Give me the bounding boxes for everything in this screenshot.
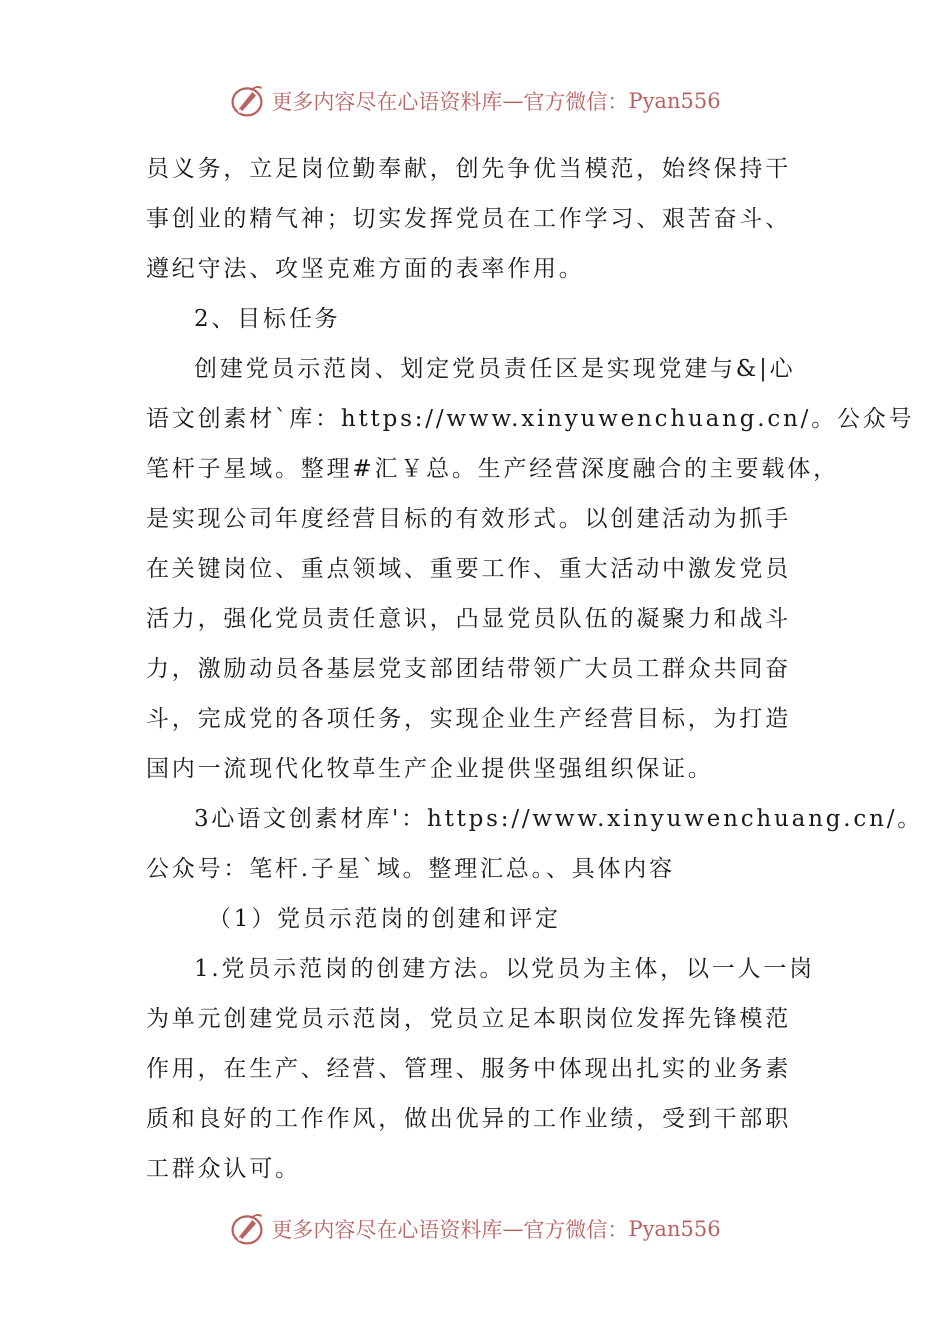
banner-dash: — bbox=[502, 1217, 524, 1241]
paragraph-line: 公众号：笔杆.子星`域。整理汇总。、具体内容 bbox=[146, 856, 675, 882]
section-heading: 2、目标任务 bbox=[194, 306, 341, 332]
paragraph-line: 工群众认可。 bbox=[146, 1156, 301, 1182]
paragraph-line: 在关键岗位、重点领域、重要工作、重大活动中激发党员 bbox=[146, 556, 791, 582]
paragraph-line: 语文创素材`库：https://www.xinyuwenchuang.cn/。公众号 bbox=[146, 406, 915, 432]
paragraph-line: 国内一流现代化牧草生产企业提供坚强组织保证。 bbox=[146, 756, 714, 782]
paragraph-line: 活力，强化党员责任意识，凸显党员队伍的凝聚力和战斗 bbox=[146, 606, 791, 632]
paragraph-line: 遵纪守法、攻坚克难方面的表率作用。 bbox=[146, 256, 585, 282]
paragraph-line: 创建党员示范岗、划定党员责任区是实现党建与&|心 bbox=[194, 356, 796, 382]
paragraph-line: 事创业的精气神；切实发挥党员在工作学习、艰苦奋斗、 bbox=[146, 206, 791, 232]
banner-site-text: 更多内容尽在心语资料库 bbox=[271, 90, 503, 114]
pen-nib-logo-icon bbox=[229, 1211, 265, 1247]
paragraph-line: 3心语文创素材库'：https://www.xinyuwenchuang.cn/。 bbox=[194, 806, 924, 832]
paragraph-line: 作用，在生产、经营、管理、服务中体现出扎实的业务素 bbox=[146, 1056, 791, 1082]
subsection-heading: （1）党员示范岗的创建和评定 bbox=[208, 906, 561, 932]
document-body bbox=[146, 144, 924, 1194]
header-watermark-banner bbox=[0, 76, 950, 126]
banner-wechat-id: Pyan556 bbox=[628, 89, 721, 113]
paragraph-line: 为单元创建党员示范岗，党员立足本职岗位发挥先锋模范 bbox=[146, 1006, 791, 1032]
banner-site-text: 更多内容尽在心语资料库 bbox=[271, 1218, 503, 1242]
paragraph-line: 质和良好的工作作风，做出优异的工作业绩，受到干部职 bbox=[146, 1106, 791, 1132]
paragraph-line: 力，激励动员各基层党支部团结带领广大员工群众共同奋 bbox=[146, 656, 791, 682]
footer-watermark-banner bbox=[0, 1204, 950, 1254]
banner-dash: — bbox=[502, 89, 524, 113]
banner-wechat-label: 官方微信： bbox=[523, 90, 629, 114]
paragraph-line: 1.党员示范岗的创建方法。以党员为主体，以一人一岗 bbox=[194, 956, 815, 982]
paragraph-line: 笔杆子星域。整理#汇￥总。生产经营深度融合的主要载体， bbox=[146, 456, 839, 482]
banner-wechat-id: Pyan556 bbox=[628, 1217, 721, 1241]
paragraph-line: 斗，完成党的各项任务，实现企业生产经营目标，为打造 bbox=[146, 706, 791, 732]
paragraph-line: 是实现公司年度经营目标的有效形式。以创建活动为抓手 bbox=[146, 506, 791, 532]
banner-wechat-label: 官方微信： bbox=[523, 1218, 629, 1242]
pen-nib-logo-icon bbox=[229, 83, 265, 119]
paragraph-line: 员义务，立足岗位勤奉献，创先争优当模范，始终保持干 bbox=[146, 156, 791, 182]
